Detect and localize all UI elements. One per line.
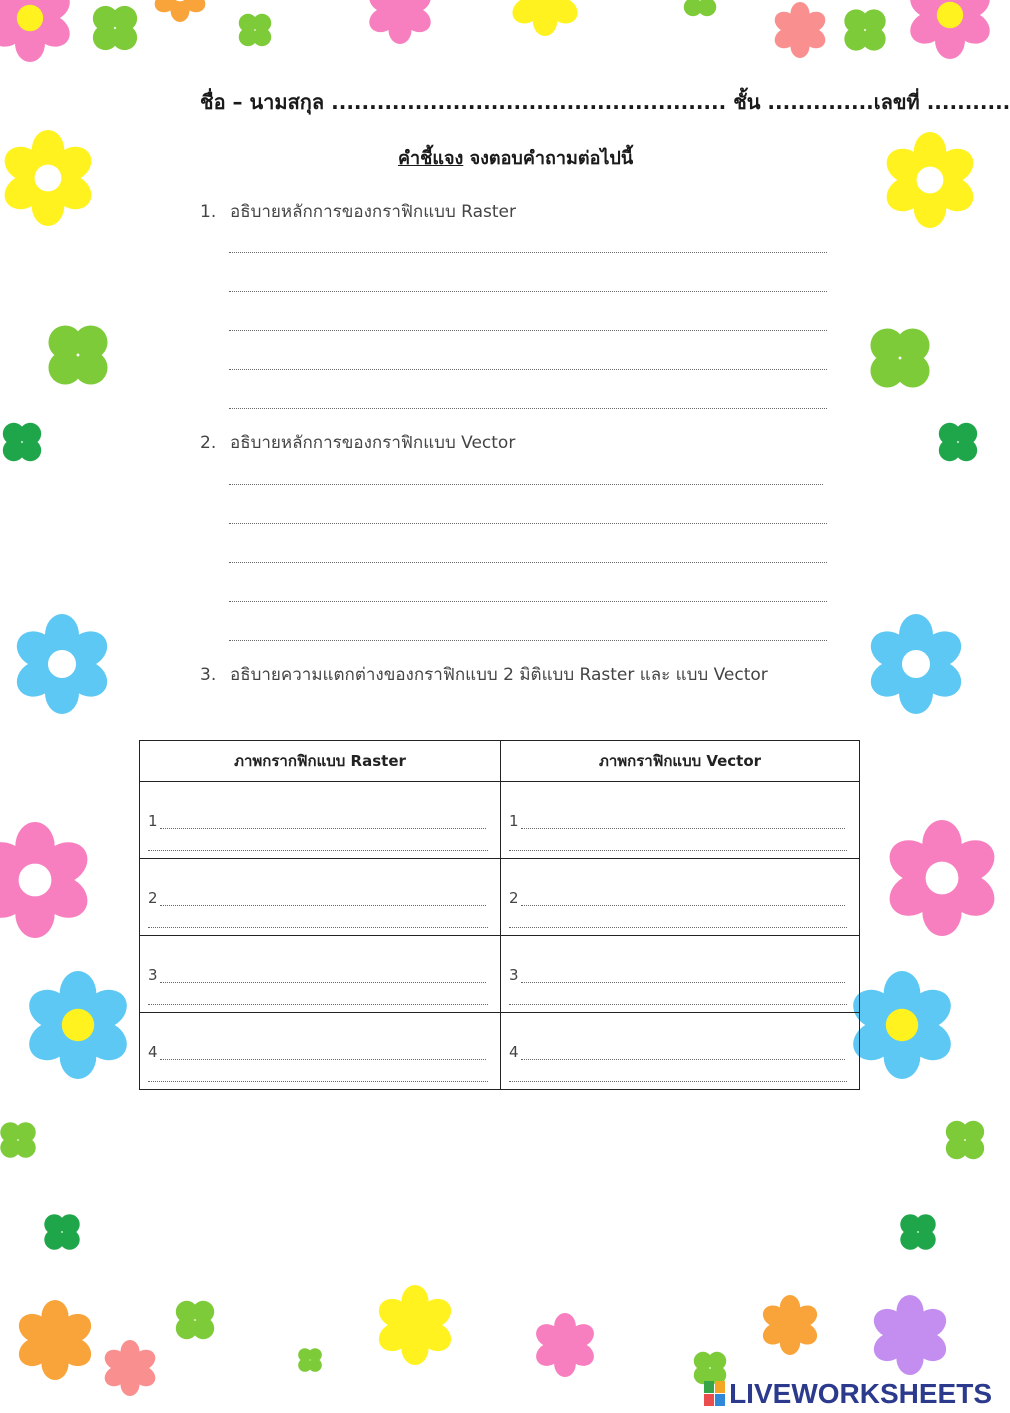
answer-line[interactable]: [521, 1059, 845, 1060]
header-raster: ภาพกรากฟิกแบบ Raster: [140, 741, 501, 782]
instructions-text: จงตอบคำถามต่อไปนี้: [469, 148, 634, 169]
flower-decoration: [864, 614, 968, 714]
answer-line[interactable]: [229, 330, 827, 331]
row-number: 2: [509, 889, 519, 907]
question-2: [200, 429, 515, 456]
clover-decoration: [900, 1214, 935, 1249]
header-vector: ภาพกราฟิกแบบ Vector: [501, 741, 860, 782]
answer-line[interactable]: [229, 252, 827, 253]
clover-decoration: [870, 328, 929, 387]
answer-line[interactable]: [148, 850, 488, 851]
answer-line[interactable]: [229, 484, 823, 485]
clover-decoration: [844, 9, 885, 50]
vector-answer-cell[interactable]: [501, 1013, 860, 1090]
flower-decoration: [880, 132, 979, 228]
clover-decoration: [298, 1348, 322, 1372]
answer-line[interactable]: [509, 1081, 847, 1082]
vector-answer-cell[interactable]: [501, 936, 860, 1013]
answer-line[interactable]: [229, 601, 827, 602]
name-blank[interactable]: ....................................................: [331, 90, 727, 114]
answer-line[interactable]: [509, 850, 847, 851]
raster-answer-cell[interactable]: [140, 936, 501, 1013]
flower-decoration: [759, 1295, 821, 1355]
class-label: ชั้น: [733, 90, 761, 114]
table-row: [140, 859, 860, 936]
class-blank[interactable]: ..............: [767, 90, 874, 114]
answer-line[interactable]: [148, 1081, 488, 1082]
liveworksheets-logo-icon: [704, 1381, 726, 1407]
answer-line[interactable]: [160, 828, 486, 829]
flower-decoration: [846, 971, 958, 1079]
answer-line[interactable]: [521, 828, 845, 829]
question-text: อธิบายหลักการของกราฟิกแบบ Raster: [230, 202, 516, 222]
vector-answer-cell[interactable]: [501, 859, 860, 936]
answer-line[interactable]: [229, 369, 827, 370]
answer-line[interactable]: [229, 523, 827, 524]
flower-decoration: [22, 971, 134, 1079]
answer-line[interactable]: [229, 640, 827, 641]
answer-line[interactable]: [160, 905, 486, 906]
flower-decoration: [869, 1295, 952, 1375]
question-number: 2.: [200, 433, 217, 453]
student-info-line: [200, 86, 1010, 118]
answer-line[interactable]: [148, 1004, 488, 1005]
flower-decoration: [365, 0, 435, 44]
answer-line[interactable]: [521, 905, 845, 906]
flower-decoration: [882, 820, 1002, 936]
clover-decoration: [48, 325, 107, 384]
liveworksheets-logo[interactable]: [704, 1378, 992, 1410]
flower-decoration: [10, 614, 114, 714]
instructions-label: คำชี้แจง: [398, 148, 464, 169]
raster-answer-cell[interactable]: [140, 1013, 501, 1090]
flower-decoration: [904, 0, 995, 59]
answer-line[interactable]: [229, 408, 827, 409]
answer-line[interactable]: [160, 1059, 486, 1060]
table-row: [140, 782, 860, 859]
vector-answer-cell[interactable]: [501, 782, 860, 859]
row-number: 2: [148, 889, 158, 907]
number-blank[interactable]: ...........: [926, 90, 1010, 114]
question-text: อธิบายความแตกต่างของกราฟิกแบบ 2 มิติแบบ Raster และ แบบ Vector: [230, 665, 768, 685]
clover-decoration: [44, 1214, 79, 1249]
flower-decoration: [151, 0, 209, 22]
question-1: [200, 198, 516, 225]
instructions: [398, 143, 633, 172]
question-number: 3.: [200, 665, 217, 685]
flower-decoration: [0, 0, 76, 62]
clover-decoration: [239, 14, 271, 46]
question-3: [200, 661, 768, 688]
name-label: ชื่อ – นามสกุล: [200, 90, 325, 114]
answer-line[interactable]: [509, 1004, 847, 1005]
flower-decoration: [101, 1340, 159, 1396]
row-number: 4: [148, 1043, 158, 1061]
clover-decoration: [93, 6, 137, 50]
flower-decoration: [0, 822, 95, 938]
row-number: 1: [509, 812, 519, 830]
clover-decoration: [176, 1301, 214, 1339]
clover-decoration: [3, 423, 41, 461]
question-text: อธิบายหลักการของกราฟิกแบบ Vector: [230, 433, 516, 453]
flower-decoration: [0, 130, 98, 226]
flower-decoration: [374, 1285, 457, 1365]
comparison-table: [139, 740, 860, 1090]
clover-decoration: [684, 0, 716, 16]
raster-answer-cell[interactable]: [140, 782, 501, 859]
flower-decoration: [771, 2, 829, 58]
flower-decoration: [14, 1300, 97, 1380]
row-number: 4: [509, 1043, 519, 1061]
row-number: 1: [148, 812, 158, 830]
answer-line[interactable]: [160, 982, 486, 983]
row-number: 3: [148, 966, 158, 984]
answer-line[interactable]: [509, 927, 847, 928]
logo-text: LIVEWORKSHEETS: [729, 1378, 992, 1409]
answer-line[interactable]: [521, 982, 845, 983]
answer-line[interactable]: [229, 291, 827, 292]
answer-line[interactable]: [229, 562, 827, 563]
clover-decoration: [946, 1121, 984, 1159]
flower-decoration: [532, 1313, 598, 1377]
table-row: [140, 1013, 860, 1090]
clover-decoration: [0, 1122, 35, 1157]
table-row: [140, 936, 860, 1013]
answer-line[interactable]: [148, 927, 488, 928]
question-number: 1.: [200, 202, 217, 222]
clover-decoration: [939, 423, 977, 461]
row-number: 3: [509, 966, 519, 984]
number-label: เลขที่: [873, 90, 920, 114]
flower-decoration: [508, 0, 583, 36]
raster-answer-cell[interactable]: [140, 859, 501, 936]
